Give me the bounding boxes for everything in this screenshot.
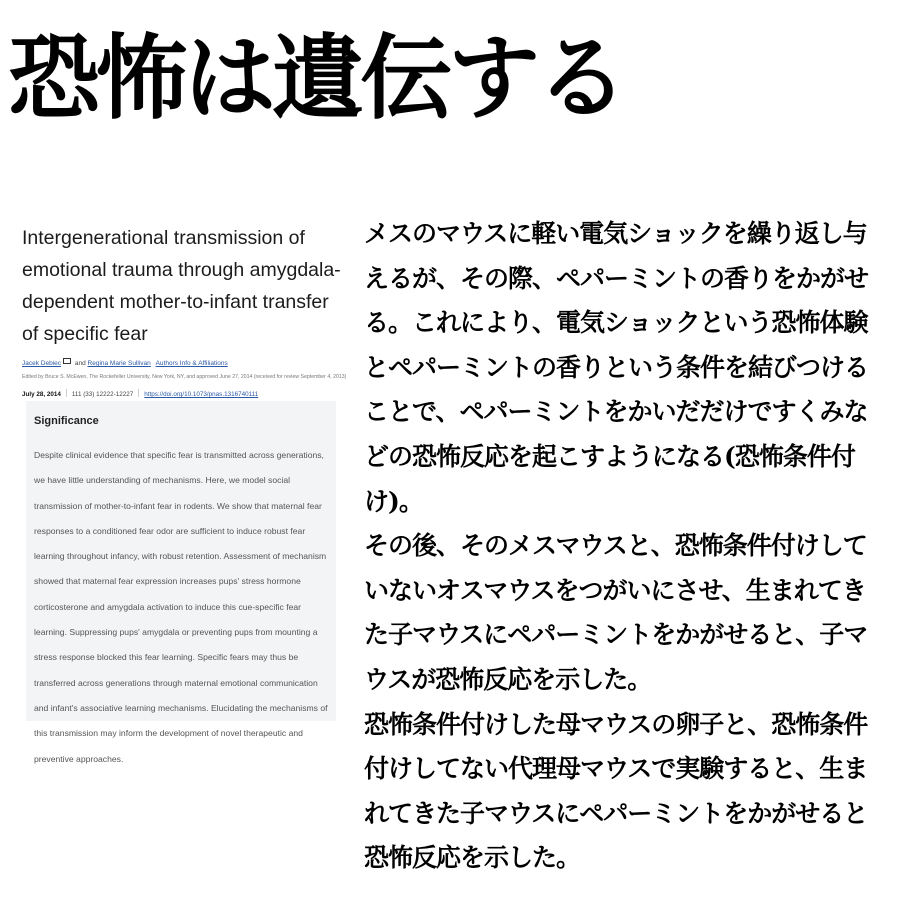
paper-header: [22, 222, 347, 398]
explanation-paragraph: 恐怖条件付けした母マウスの卵子と、恐怖条件付けしてない代理母マウスで実験すると、生まれてきた子マウスにペパーミントをかがせると恐怖反応を示した。: [364, 709, 868, 873]
citation: 111 (33) 12222-12227: [71, 391, 134, 398]
divider: [138, 389, 139, 397]
author-link-debiec[interactable]: Jacek Debiec: [22, 360, 62, 367]
mail-icon[interactable]: [63, 358, 71, 364]
significance-body: Despite clinical evidence that specific fear is transmitted across generations, we have little understanding of mechanisms. Here, we model social transmission of mother-to-infant fear in rodents. We show that maternal fear responses to a conditioned fear odor are sufficient to induce robust fear learning throughout infancy, with robust retention. Assessment of mechanism showed that maternal fear expression increases pups' stress hormone corticosterone and amygdala activation to induce this cue-specific fear learning. Suppressing pups' amygdala or preventing pups from mounting a stress response blocked this fear learning. Specific fears may thus be transferred across generations through maternal emotional communication and infant's associative learning mechanisms. Elucidating the mechanisms of this transmission may inform the development of novel therapeutic and preventive approaches.: [34, 450, 328, 764]
paper-title: Intergenerational transmission of emotional trauma through amygdala-dependent mother-to-infant transfer of specific fear: [22, 227, 341, 345]
explanation-text: [364, 212, 882, 881]
and-text: and: [74, 360, 86, 367]
publication-date: July 28, 2014: [22, 391, 61, 398]
explanation-paragraph: その後、そのメスマウスと、恐怖条件付けしていないオスマウスをつがいにさせ、生まれてきた子マウスにペパーミントをかがせると、子マウスが恐怖反応を示した。: [364, 531, 868, 694]
page-title: 恐怖は遺伝する: [8, 24, 625, 132]
edited-by-line: Edited by Bruce S. McEwen, The Rockefeller University, New York, NY, and approved June 27, 2014 (received for review September 4, 2013): [22, 374, 347, 380]
significance-title: Significance: [34, 415, 99, 427]
doi-link[interactable]: https://doi.org/10.1073/pnas.1316740111: [144, 391, 259, 398]
explanation-paragraph: メスのマウスに軽い電気ショックを繰り返し与えるが、その際、ペパーミントの香りをかがせる。これにより、電気ショックという恐怖体験とペパーミントの香りという条件を結びつけることで、ペパーミントをかいだだけですくみなどの恐怖反応を起こすようになる(恐怖条件付け)。: [364, 219, 869, 516]
significance-box: [26, 401, 336, 764]
publication-row: [22, 389, 342, 398]
author-link-sullivan[interactable]: Regina Marie Sullivan: [87, 360, 151, 367]
author-line: [22, 358, 342, 367]
authors-info-link[interactable]: Authors Info & Affiliations: [155, 360, 228, 367]
divider: [66, 389, 67, 397]
